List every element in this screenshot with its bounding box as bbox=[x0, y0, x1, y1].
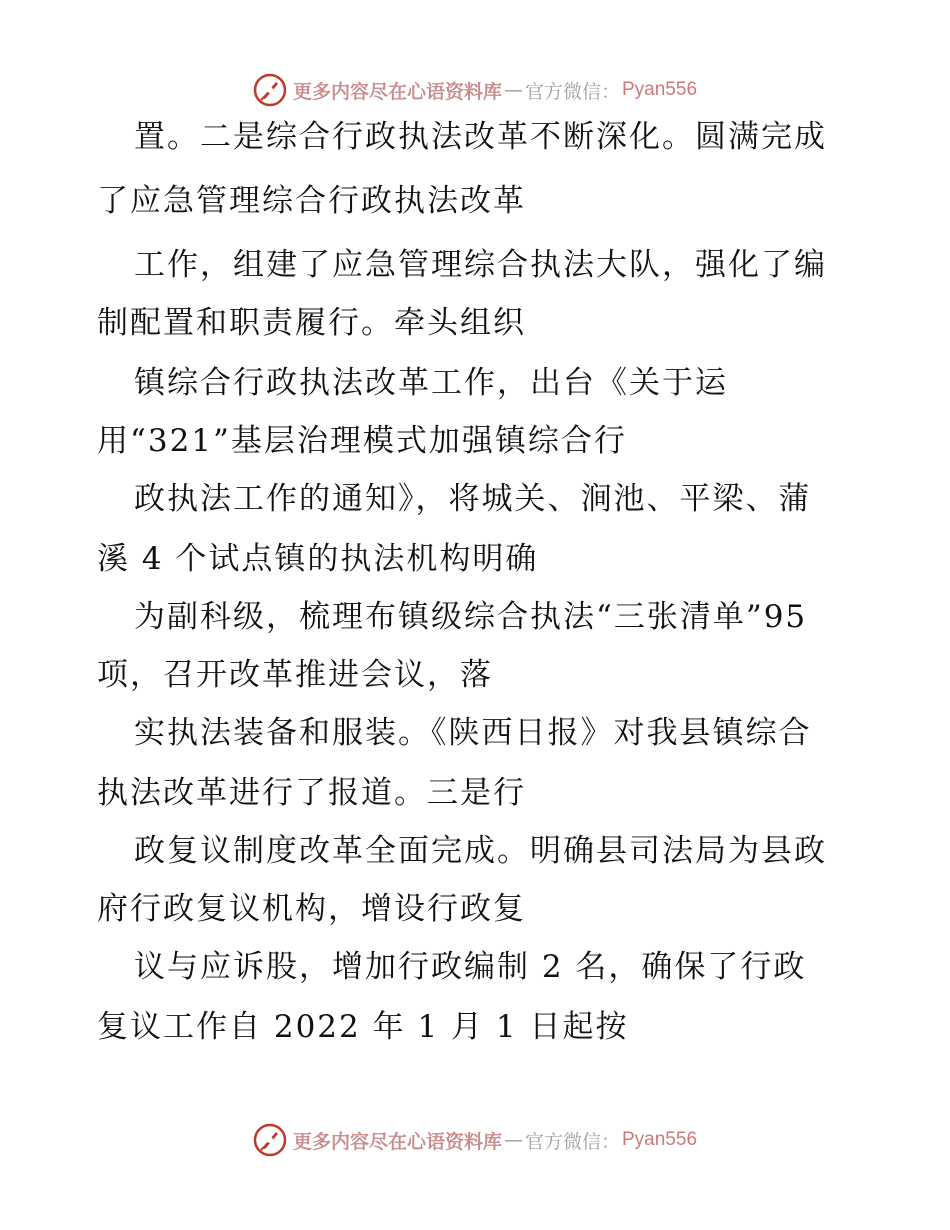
body-line: 工作，组建了应急管理综合执法大队，强化了编 bbox=[134, 247, 827, 283]
body-line: 用“321”基层治理模式加强镇综合行 bbox=[97, 423, 627, 459]
watermark-wechat-label: 官方微信： bbox=[524, 80, 620, 103]
body-line: 执法改革进行了报道。三是行 bbox=[97, 775, 526, 811]
body-line: 镇综合行政执法改革工作，出台《关于运 bbox=[134, 365, 728, 401]
body-line: 为副科级，梳理布镇级综合执法“三张清单”95 bbox=[134, 599, 808, 635]
watermark-dash: — bbox=[503, 79, 523, 101]
body-line: 政复议制度改革全面完成。明确县司法局为县政 bbox=[134, 833, 827, 869]
footer-watermark bbox=[0, 1120, 950, 1160]
body-line: 政执法工作的通知》，将城关、涧池、平梁、蒲 bbox=[134, 481, 812, 517]
body-line: 府行政复议机构，增设行政复 bbox=[97, 891, 526, 927]
watermark-wechat-id: Pyan556 bbox=[622, 79, 698, 100]
body-line: 置。二是综合行政执法改革不断深化。圆满完成 bbox=[134, 119, 827, 155]
body-line: 了应急管理综合行政执法改革 bbox=[97, 183, 526, 219]
body-line: 溪 4 个试点镇的执法机构明确 bbox=[97, 541, 539, 577]
header-watermark bbox=[0, 70, 950, 110]
body-line: 复议工作自 2022 年 1 月 1 日起按 bbox=[97, 1009, 629, 1045]
watermark-site-text: 更多内容尽在心语资料库 bbox=[292, 80, 502, 103]
body-line: 项，召开改革推进会议，落 bbox=[97, 657, 493, 693]
watermark-wechat-label: 官方微信： bbox=[524, 1130, 620, 1153]
feather-pen-logo-icon bbox=[253, 1123, 287, 1157]
watermark-wechat-id: Pyan556 bbox=[622, 1129, 698, 1150]
body-line: 制配置和职责履行。牵头组织 bbox=[97, 305, 526, 341]
body-line: 实执法装备和服装。《陕西日报》对我县镇综合 bbox=[134, 715, 812, 751]
watermark-dash: — bbox=[503, 1129, 523, 1151]
watermark-site-text: 更多内容尽在心语资料库 bbox=[292, 1130, 502, 1153]
feather-pen-logo-icon bbox=[253, 73, 287, 107]
body-line: 议与应诉股，增加行政编制 2 名，确保了行政 bbox=[134, 949, 807, 985]
